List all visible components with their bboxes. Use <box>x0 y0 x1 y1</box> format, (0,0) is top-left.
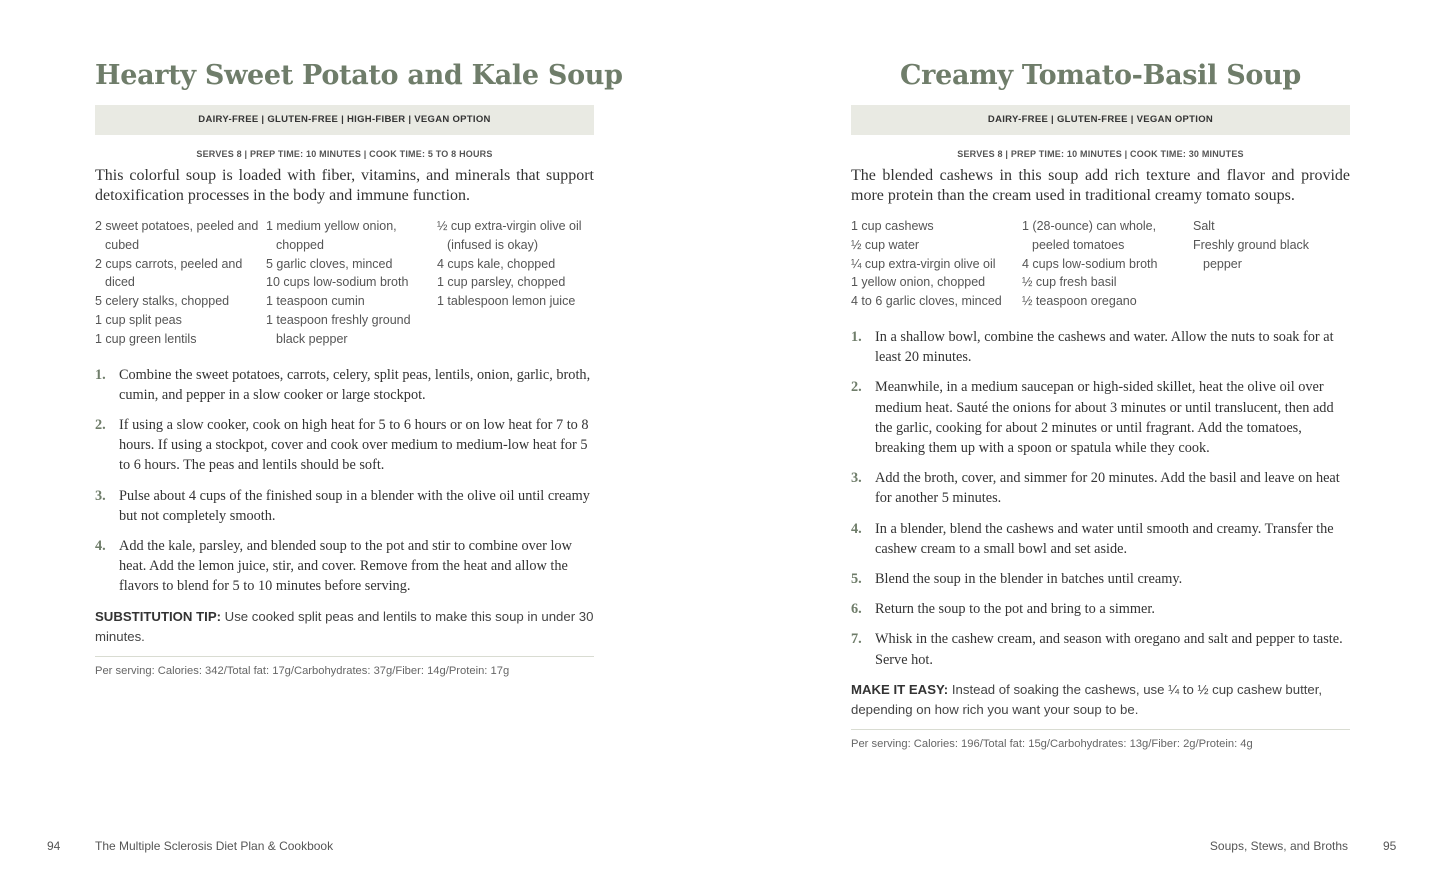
step-text: Combine the sweet potatoes, carrots, celery, split peas, lentils, onion, garlic, broth, cumin, and pepper in a slow cooker or large stockpot. <box>119 366 591 403</box>
ingredient-item: Salt <box>1193 219 1215 233</box>
step-number: 5. <box>851 571 862 588</box>
make-it-easy-tip <box>851 680 1350 721</box>
instruction-list <box>851 327 1350 670</box>
ingredient-item: 10 cups low-sodium broth <box>266 275 409 290</box>
step-number: 2. <box>95 416 106 433</box>
right-page-number: 95 <box>1383 839 1397 853</box>
step-text: Add the kale, parsley, and blended soup to the pot and stir to combine over low heat. Add the lemon juice, stir, and cover. Remove from the heat and allow the flavors to blend for 5 to 10 minutes before serving. <box>119 538 572 595</box>
step-number: 3. <box>851 470 862 487</box>
ingredient-column <box>851 217 1022 311</box>
ingredient-item: 2 sweet potatoes, peeled and cubed <box>95 219 259 252</box>
divider <box>851 729 1350 730</box>
ingredient-item: 5 celery stalks, chopped <box>95 294 230 309</box>
ingredient-item: ½ cup fresh basil <box>1022 275 1117 290</box>
instruction-step <box>851 599 1350 619</box>
step-text: In a shallow bowl, combine the cashews and water. Allow the nuts to soak for at least 20 minutes. <box>875 328 1334 366</box>
ingredient-item: ¼ cup extra-virgin olive oil <box>851 256 996 271</box>
ingredient-item: ½ teaspoon oregano <box>1022 294 1137 309</box>
right-page <box>851 0 1350 891</box>
step-number: 7. <box>851 631 862 648</box>
ingredient-item: 1 cup cashews <box>851 219 934 233</box>
ingredient-item: 1 medium yellow onion, chopped <box>266 219 397 252</box>
step-number: 6. <box>851 601 862 618</box>
left-running-title: The Multiple Sclerosis Diet Plan & Cookbook <box>95 839 334 853</box>
instruction-step <box>95 486 594 526</box>
step-number: 1. <box>95 366 106 383</box>
ingredient-item: 4 cups kale, chopped <box>437 256 556 271</box>
ingredient-item: 4 cups low-sodium broth <box>1022 256 1158 271</box>
recipe-meta: SERVES 8 | PREP TIME: 10 MINUTES | COOK TIME: 5 TO 8 HOURS <box>196 149 493 159</box>
ingredient-item: 1 teaspoon freshly ground black pepper <box>266 312 411 346</box>
instruction-list <box>95 365 594 597</box>
recipe-title: Hearty Sweet Potato and Kale Soup <box>95 60 623 91</box>
recipe-meta: SERVES 8 | PREP TIME: 10 MINUTES | COOK TIME: 30 MINUTES <box>957 149 1244 159</box>
left-page <box>95 0 623 891</box>
ingredient-column <box>95 217 266 349</box>
instruction-step <box>851 327 1350 367</box>
step-text: Whisk in the cashew cream, and season with oregano and salt and pepper to taste. Serve hot. <box>875 631 1343 668</box>
instruction-step <box>851 629 1350 669</box>
instruction-step <box>95 536 594 597</box>
divider <box>95 656 594 657</box>
instruction-step <box>851 468 1350 508</box>
step-text: If using a slow cooker, cook on high heat for 5 to 6 hours or on low heat for 7 to 8 hours. If using a stockpot, cover and cook over medium to medium-low heat for 5 to 6 hours. The peas and lentils should be soft. <box>119 416 589 474</box>
recipe-intro: The blended cashews in this soup add rich texture and flavor and provide more protein than the cream used in traditional creamy tomato soups. <box>851 167 1350 204</box>
instruction-step <box>851 569 1350 589</box>
tip-text: Instead of soaking the cashews, use ¼ to ½ cup cashew butter, depending on how rich you want your soup to be. <box>851 681 1323 718</box>
ingredient-item: ½ cup extra-virgin olive oil (infused is okay) <box>437 219 582 252</box>
step-number: 4. <box>95 538 106 554</box>
instruction-step <box>851 519 1350 559</box>
recipe-title: Creamy Tomato-Basil Soup <box>899 60 1302 91</box>
instruction-step <box>851 377 1350 458</box>
tip-label: MAKE IT EASY: <box>851 681 949 697</box>
ingredient-column <box>266 217 437 349</box>
ingredient-column <box>437 217 594 349</box>
step-number: 2. <box>851 379 862 396</box>
tip-label: SUBSTITUTION TIP: <box>95 608 222 624</box>
ingredient-item: 1 cup parsley, chopped <box>437 275 566 290</box>
step-text: Blend the soup in the blender in batches until creamy. <box>875 571 1183 588</box>
ingredient-list <box>95 217 594 349</box>
ingredient-column <box>1022 217 1193 311</box>
ingredient-item: ½ cup water <box>851 237 920 252</box>
step-number: 4. <box>851 520 862 537</box>
nutrition-info: Per serving: Calories: 342/Total fat: 17g/Carbohydrates: 37g/Fiber: 14g/Protein: 17g <box>95 664 510 677</box>
diet-tags: DAIRY-FREE | GLUTEN-FREE | HIGH-FIBER | VEGAN OPTION <box>95 105 594 135</box>
step-number: 3. <box>95 487 106 504</box>
ingredient-list <box>851 217 1350 311</box>
step-text: In a blender, blend the cashews and water until smooth and creamy. Transfer the cashew cream to a small bowl and set aside. <box>875 520 1334 557</box>
step-text: Pulse about 4 cups of the finished soup in a blender with the olive oil until creamy but not completely smooth. <box>119 487 590 524</box>
ingredient-item: 1 cup split peas <box>95 312 182 327</box>
step-text: Meanwhile, in a medium saucepan or high-sided skillet, heat the olive oil over medium heat. Sauté the onions for about 3 minutes or until translucent, then add the garlic, cooking for about 2 minutes or until fragrant. Add the tomatoes, breaking them up with a spoon or spatula while they cook. <box>875 379 1334 456</box>
ingredient-item: 1 cup green lentils <box>95 331 197 346</box>
ingredient-item: 1 (28-ounce) can whole, peeled tomatoes <box>1022 219 1157 252</box>
ingredient-item: 4 to 6 garlic cloves, minced <box>851 294 1002 309</box>
ingredient-item: 1 tablespoon lemon juice <box>437 294 576 309</box>
ingredient-item: 2 cups carrots, peeled and diced <box>95 256 243 290</box>
instruction-step <box>95 415 594 476</box>
nutrition-info: Per serving: Calories: 196/Total fat: 15g/Carbohydrates: 13g/Fiber: 2g/Protein: 4g <box>851 737 1253 750</box>
step-text: Return the soup to the pot and bring to a simmer. <box>875 601 1155 618</box>
step-text: Add the broth, cover, and simmer for 20 minutes. Add the basil and leave on heat for another 5 minutes. <box>875 470 1340 507</box>
ingredient-item: 1 yellow onion, chopped <box>851 275 986 290</box>
ingredient-item: 1 teaspoon cumin <box>266 294 365 309</box>
ingredient-column <box>1193 217 1350 311</box>
tip-text: Use cooked split peas and lentils to make this soup in under 30 minutes. <box>95 608 594 645</box>
step-number: 1. <box>851 328 862 345</box>
ingredient-item: Freshly ground black pepper <box>1193 237 1310 271</box>
diet-tags: DAIRY-FREE | GLUTEN-FREE | VEGAN OPTION <box>851 105 1350 135</box>
right-running-title: Soups, Stews, and Broths <box>1209 839 1348 853</box>
left-page-number: 94 <box>47 839 61 853</box>
ingredient-item: 5 garlic cloves, minced <box>266 256 393 271</box>
substitution-tip <box>95 607 594 648</box>
instruction-step <box>95 365 594 405</box>
recipe-intro: This colorful soup is loaded with fiber, vitamins, and minerals that support detoxification processes in the body and immune function. <box>95 167 594 204</box>
